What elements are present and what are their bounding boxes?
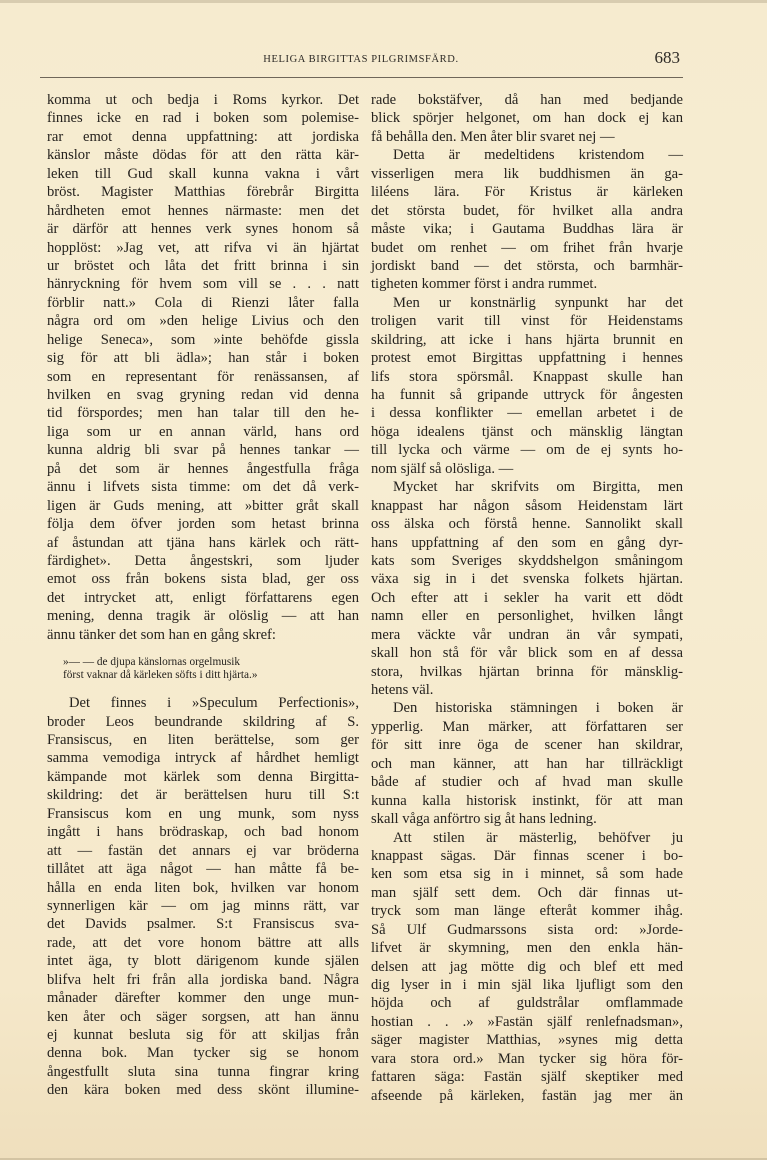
poem-quote (47, 656, 359, 682)
text-line: sig för att bli ädla»; han står i boken (47, 350, 359, 367)
text-line: protest emot Birgittas uppfattning i hennes (371, 350, 683, 367)
page-header (40, 50, 682, 74)
text-line: att — fastän det annars ej var bröderna (47, 842, 359, 859)
text-line: känslor måste dödas för att den rätta kär- (47, 147, 359, 164)
text-line: samma vemodiga intryck af hårdhet hemligt (47, 750, 359, 767)
text-line: säger magister Matthias, »synes mig detta (371, 1032, 683, 1049)
text-line: och man känner, att han har tillräckligt (371, 755, 683, 772)
text-line: följa dem öfver jorden som hetast brinna (47, 516, 359, 533)
text-line: denna bok. Man tycker sig se honom (47, 1045, 359, 1062)
text-line: på det som är hennes ångestfulla fråga (47, 460, 359, 477)
text-line: intet äga, ty blott därigenom kunde själen (47, 953, 359, 970)
text-line: stora, hvilkas hjärtan brinna för mänsklig- (371, 663, 683, 680)
text-line: leken till Gud skall kunna vakna i vårt (47, 165, 359, 182)
text-line: ha funnit så gripande uttryck för ångesten (371, 387, 683, 403)
text-line: ångestfullt sluta sina tunna fingrar kring (47, 1063, 359, 1080)
text-line: Det finnes i »Speculum Perfectionis», (69, 695, 359, 712)
text-line: hetens väl. (371, 682, 434, 698)
text-line: lifs stora spörsmål. Knappast skulle han (371, 368, 683, 385)
text-line: hänryckning för hvem som vill se . . . natt (47, 276, 359, 293)
text-line: hvilken en svag gryning redan vid denna (47, 387, 359, 403)
text-line: tryck som man länge efteråt kommer ihåg. (371, 903, 683, 920)
text-line: ännu i lifvets sista timme: om det då verk- (47, 479, 359, 496)
text-line: Mycket har skrifvits om Birgitta, men (393, 479, 683, 496)
text-line: som en representant för renässansen, af (47, 368, 359, 385)
text-line: namn eller en personlighet, hvilken långt (371, 608, 683, 625)
text-line: komma ut och bedja i Roms kyrkor. Det (47, 92, 359, 108)
text-line: Fransiscus, en liten berättelse, som ger (47, 732, 359, 748)
paragraph (371, 478, 683, 699)
text-line: ken som etsa sig in i minnet, så som hade (371, 866, 683, 883)
text-line: tigheten kommer först i andra rummet. (371, 276, 598, 293)
text-line: delsen att jag mötte dig och blef ett med (371, 958, 683, 975)
text-line: liléens lära. För Kristus är kärleken (371, 184, 683, 201)
text-line: af åstundan att tjäna hans kärlek och rätt- (47, 534, 359, 551)
text-line: är därför att hennes verk synes honom så (47, 221, 359, 238)
text-line: skildring: det är berättelsen huru till S:t (47, 787, 359, 804)
paragraph (371, 91, 683, 146)
text-line: kunna aldrig bli svar på hennes tankar — (47, 442, 359, 459)
text-line: jordiskt band — det största, och barmhär- (371, 257, 683, 274)
text-line: Fransiscus kom en ung munk, som nyss (47, 805, 359, 822)
text-line: ännu tänker det som han en gång skref: (47, 626, 276, 643)
paragraph (371, 146, 683, 294)
text-line: ur bröstet och låta det fritt brinna i sin (47, 257, 359, 274)
text-line: visserligen mera lik buddhismen än ga- (371, 165, 683, 182)
text-line: hostian . . .» »Fastän själf renlefnadsman», (371, 1013, 683, 1030)
text-line: månader därefter kommer den unge mun- (47, 990, 359, 1007)
text-line: lifvet är skymning, men den enkla hän- (371, 940, 683, 957)
text-line: måste vika; i Gautama Buddhas lära är (371, 221, 683, 238)
text-line: liga som ur en annan värld, hans ord (47, 423, 359, 440)
text-line: mening, denna tragik är olöslig — att han (47, 608, 359, 625)
text-line: rade, att det vore honom bättre att alls (47, 934, 359, 951)
text-line: Så Ulf Gudmarssons sista ord: »Jorde- (371, 921, 683, 938)
text-line: kämpande mot kärlek som denna Birgitta- (47, 768, 359, 785)
text-line: skall hon stå för vår blick som en af dessa (371, 645, 683, 662)
text-line: kats som Sveriges skyddshelgon småningom (371, 552, 683, 569)
text-line: det största budet, för hvilket alla andra (371, 202, 683, 219)
text-line: ken åter och säger sorgsen, att han ännu (47, 1008, 359, 1025)
text-line: knappast sägas. Där finnas scener i bo- (371, 847, 683, 864)
text-line: den kära boken med dess skönt illumine- (47, 1082, 359, 1099)
text-line: helige Seneca», som »inte behöfde gissla (47, 331, 359, 348)
text-line: hårdheten emot hennes närmaste: men det (47, 202, 359, 219)
text-line: i dessa konflikter — emellan arbetet i de (371, 405, 683, 422)
text-line: Men ur konstnärlig synpunkt har det (393, 294, 683, 311)
text-line: ej kunnat besluta sig för att skiljas från (47, 1027, 359, 1043)
text-line: för sitt inre öga de scener han skildrar, (371, 737, 683, 754)
text-line: ypperlig. Man märker, att författaren ser (371, 718, 683, 735)
text-line: mera väckte vår undran än vår sympati, (371, 626, 683, 643)
text-line: rar emot denna uppfattning: att jordiska (47, 128, 359, 145)
paragraph (371, 829, 683, 1106)
right-column (371, 91, 683, 1105)
text-line: höjda och af guldstrålar omflammade (371, 995, 683, 1012)
text-line: skildring, att icke i hans hjärta brunnit en (371, 331, 683, 348)
text-line: Detta är medeltidens kristendom — (393, 147, 683, 164)
text-line: hopplöst: »Jag vet, att rifva vi än hjärtat (47, 239, 359, 256)
text-line: både af studier och af hvad man skulle (371, 774, 683, 791)
text-line: skall våga anförtro sig åt hans ledning. (371, 811, 597, 828)
running-title: HELIGA BIRGITTAS PILGRIMSFÄRD. (263, 54, 459, 65)
text-line: troligen varit till vinst för Heidenstams (371, 313, 683, 330)
text-line: blifva helt fri från alla jordiska band. Några (47, 971, 359, 988)
text-line: oss älska och förstå henne. Sannolikt skall (371, 516, 683, 533)
text-line: bröst. Magister Matthias förebrår Birgitta (47, 184, 359, 201)
text-line: synnerligen kär — om jag minns rätt, var (47, 897, 359, 914)
text-line: tid förspordes; men han talar till den he- (47, 405, 359, 422)
text-line: blick spörjer helgonet, om han dock ej kan (371, 110, 683, 127)
text-line: växa sig in i det svenska folkets hjärtan. (371, 571, 683, 588)
text-line: hans uppfattning af den som en gång dyr- (371, 534, 683, 551)
text-line: höga idealens tjänst och mänsklig längtan (371, 423, 683, 440)
poem-line: »— — de djupa känslornas orgelmusik (63, 656, 241, 669)
text-line: man själf sett dem. Och där finnas ut- (371, 884, 683, 901)
text-line: ligen är Guds mening, att »bitter gråt skall (47, 497, 359, 514)
text-line: rade bokstäfver, då han med bedjande (371, 92, 683, 108)
text-line: broder Leos beundrande skildring af S. (47, 713, 359, 730)
text-line: förblir natt.» Cola di Rienzi låter falla (47, 294, 359, 311)
text-line: nom själf så olösliga. — (371, 460, 514, 477)
header-rule (40, 77, 683, 78)
text-line: färdighet». Detta ångestskri, som ljuder (47, 552, 359, 569)
text-line: knappast har någon såsom Heidenstam lärt (371, 497, 683, 514)
paragraph (371, 699, 683, 828)
paragraph (371, 294, 683, 478)
left-column (47, 91, 359, 1100)
text-line: ingått i hans brödraskap, och bad honom (47, 824, 359, 841)
paragraph (47, 694, 359, 1100)
text-line: till lycka och värme — om de ej synts ho- (371, 442, 683, 459)
paragraph (47, 91, 359, 644)
text-line: Att stilen är mästerlig, behöfver ju (393, 829, 683, 846)
text-line: det intrycket att, enligt författarens egen (47, 589, 359, 606)
text-line: få behålla den. Men åter blir svaret nej — (371, 128, 615, 145)
text-line: finnes icke en rad i boken som polemise- (47, 110, 359, 127)
text-line: budet om renhet — om frihet från hvarje (371, 239, 683, 256)
text-line: Den historiska stämningen i boken är (393, 700, 683, 717)
text-line: afseende på kärleken, fastän jag mer än (371, 1087, 683, 1104)
text-line: vara stora ord.» Man tycker sig höra för- (371, 1050, 683, 1067)
text-line: emot oss från bokens sista blad, ger oss (47, 571, 359, 588)
text-line: dig lyser in i min själ lika ljufligt som den (371, 977, 683, 993)
text-line: fattaren säga: Fastän själf skeptiker med (371, 1069, 683, 1086)
text-line: tillåtet att äga något — han måtte få be- (47, 861, 359, 878)
text-line: hålla en enda liten bok, hvilken var honom (47, 879, 359, 896)
text-line: Och efter att i sekler ha varit ett dödt (371, 589, 683, 606)
text-line: det Davids psalmer. S:t Fransiscus sva- (47, 916, 359, 933)
poem-line: först vaknar då kärleken söfts i ditt hjärta.» (63, 669, 258, 682)
page-number: 683 (654, 48, 680, 67)
text-line: några ord om »den helige Livius och den (47, 313, 359, 330)
text-line: kunna kalla historisk instinkt, för att man (371, 792, 683, 809)
